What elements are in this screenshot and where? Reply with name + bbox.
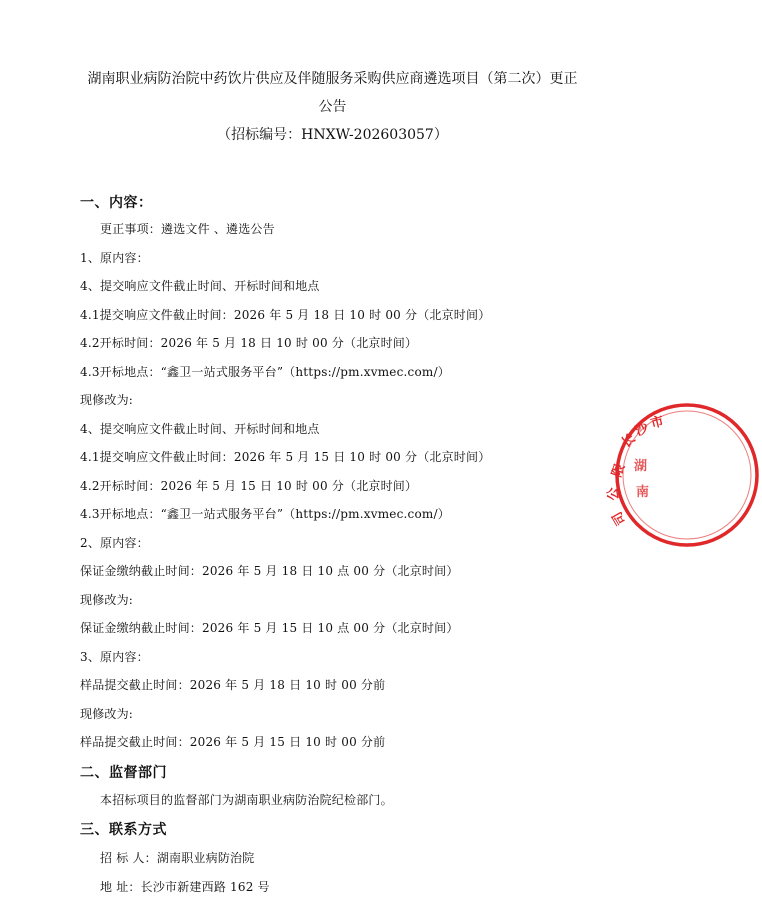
modified-label-3: 现修改为:: [80, 707, 134, 721]
section-heading-contact: 三、联系方式: [80, 822, 167, 838]
original-content-label-2: 2、原内容：: [80, 536, 149, 550]
svg-text:南: 南: [636, 485, 650, 500]
svg-text:湖: 湖: [634, 459, 648, 474]
original-item-4-1: 4.1提交响应文件截止时间：2026 年 5 月 18 日 10 时 00 分（北京时间）: [80, 308, 491, 322]
contact-address: 地 址：长沙市新建西路 162 号: [100, 880, 270, 894]
supervision-text: 本招标项目的监督部门为湖南职业病防治院纪检部门。: [100, 793, 393, 807]
modified-item-4-1: 4.1提交响应文件截止时间：2026 年 5 月 15 日 10 时 00 分（北京时间）: [80, 450, 491, 464]
document-title-line2: 公告: [318, 99, 347, 115]
document-title-line1: 湖南职业病防治院中药饮片供应及伴随服务采购供应商遴选项目（第二次）更正: [87, 71, 578, 87]
original-deposit-deadline: 保证金缴纳截止时间：2026 年 5 月 18 日 10 点 00 分（北京时间）: [80, 564, 459, 578]
original-sample-deadline: 样品提交截止时间：2026 年 5 月 18 日 10 时 00 分前: [80, 678, 386, 692]
original-item-4-3: 4.3开标地点：“鑫卫一站式服务平台”（https://pm.xvmec.com/）: [80, 365, 450, 379]
tender-number: （招标编号：HNXW-202603057）: [217, 127, 448, 143]
original-content-label-3: 3、原内容：: [80, 650, 149, 664]
svg-text:长: 长: [618, 431, 639, 452]
modified-sample-deadline: 样品提交截止时间：2026 年 5 月 15 日 10 时 00 分前: [80, 735, 386, 749]
section-heading-supervision: 二、监督部门: [80, 765, 167, 781]
contact-tenderer: 招 标 人：湖南职业病防治院: [100, 851, 255, 865]
section-heading-content: 一、内容：: [80, 195, 153, 211]
modified-item-4-3: 4.3开标地点：“鑫卫一站式服务平台”（https://pm.xvmec.com/）: [80, 507, 450, 521]
correction-items: 更正事项：遴选文件 、遴选公告: [100, 222, 275, 236]
modified-item-4: 4、提交响应文件截止时间、开标时间和地点: [80, 422, 320, 436]
svg-text:公: 公: [605, 486, 622, 501]
original-item-4: 4、提交响应文件截止时间、开标时间和地点: [80, 279, 320, 293]
modified-deposit-deadline: 保证金缴纳截止时间：2026 年 5 月 15 日 10 点 00 分（北京时间）: [80, 621, 459, 635]
modified-label-2: 现修改为:: [80, 593, 134, 607]
original-item-4-2: 4.2开标时间：2026 年 5 月 18 日 10 时 00 分（北京时间）: [80, 336, 418, 350]
official-seal: [605, 400, 762, 550]
svg-text:司: 司: [609, 508, 630, 528]
svg-text:沙: 沙: [632, 420, 652, 440]
modified-label-1: 现修改为:: [80, 393, 134, 407]
svg-text:市: 市: [649, 414, 666, 432]
svg-text:限: 限: [609, 462, 629, 480]
modified-item-4-2: 4.2开标时间：2026 年 5 月 15 日 10 时 00 分（北京时间）: [80, 479, 418, 493]
original-content-label-1: 1、原内容：: [80, 251, 149, 265]
